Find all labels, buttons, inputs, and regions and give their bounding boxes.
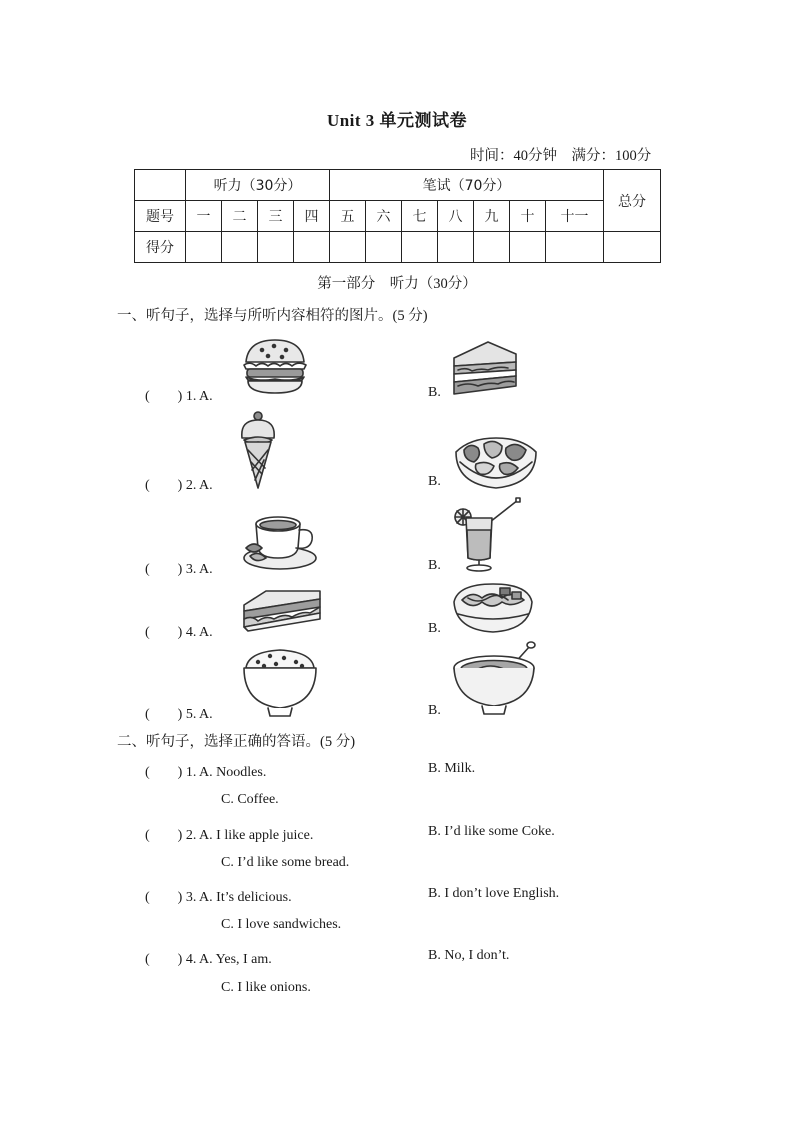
tea-cup-icon[interactable] bbox=[240, 510, 320, 572]
question-number-label: 题号 bbox=[135, 201, 186, 232]
score-cell[interactable] bbox=[438, 232, 474, 263]
section-2-heading: 二、听句子，选择正确的答语。(5 分) bbox=[117, 734, 356, 750]
hamburger-icon[interactable] bbox=[240, 338, 310, 396]
score-table-corner bbox=[135, 170, 186, 201]
s1-q4-option-b: B. bbox=[428, 621, 441, 636]
s1-q3-label: ( ) 3. A. bbox=[145, 562, 213, 577]
s1-q1-option-b: B. bbox=[428, 385, 441, 400]
rice-bowl-icon[interactable] bbox=[240, 646, 320, 720]
question-number: 四 bbox=[294, 201, 330, 232]
s2-q4-option-c: C. I like onions. bbox=[221, 980, 311, 995]
score-cell[interactable] bbox=[186, 232, 222, 263]
s2-q3-option-b: B. I don’t love English. bbox=[428, 886, 560, 901]
score-cell[interactable] bbox=[402, 232, 438, 263]
score-cell[interactable] bbox=[604, 232, 661, 263]
full-score: 满分：100分 bbox=[571, 148, 652, 164]
score-cell[interactable] bbox=[366, 232, 402, 263]
page-title: Unit 3 单元测试卷 bbox=[326, 111, 468, 130]
score-cell[interactable] bbox=[222, 232, 258, 263]
time-limit: 时间：40分钟 bbox=[470, 148, 557, 164]
total-header: 总分 bbox=[604, 170, 661, 232]
ice-cream-icon[interactable] bbox=[238, 410, 278, 490]
listening-header: 听力（30分） bbox=[186, 170, 330, 201]
question-number: 三 bbox=[258, 201, 294, 232]
s1-q1-label: ( ) 1. A. bbox=[145, 389, 213, 404]
s2-q2-label: ( ) 2. A. I like apple juice. bbox=[145, 828, 314, 843]
s1-q4-label: ( ) 4. A. bbox=[145, 625, 213, 640]
question-number: 九 bbox=[474, 201, 510, 232]
score-cell[interactable] bbox=[546, 232, 604, 263]
exam-meta bbox=[470, 144, 651, 165]
s2-q4-option-b: B. No, I don’t. bbox=[428, 948, 510, 963]
question-number: 十一 bbox=[546, 201, 604, 232]
s1-q2-label: ( ) 2. A. bbox=[145, 478, 213, 493]
s2-q1-option-c: C. Coffee. bbox=[221, 792, 279, 807]
score-cell[interactable] bbox=[330, 232, 366, 263]
juice-glass-icon[interactable] bbox=[452, 496, 524, 572]
score-cell[interactable] bbox=[510, 232, 546, 263]
question-number: 七 bbox=[402, 201, 438, 232]
score-cell[interactable] bbox=[294, 232, 330, 263]
question-number: 八 bbox=[438, 201, 474, 232]
sandwich-icon[interactable] bbox=[448, 340, 520, 398]
question-number: 十 bbox=[510, 201, 546, 232]
noodles-icon[interactable] bbox=[448, 580, 538, 636]
score-cell[interactable] bbox=[258, 232, 294, 263]
s2-q4-label: ( ) 4. A. Yes, I am. bbox=[145, 952, 272, 967]
score-label: 得分 bbox=[135, 232, 186, 263]
s2-q1-label: ( ) 1. A. Noodles. bbox=[145, 765, 267, 780]
s2-q1-option-b: B. Milk. bbox=[428, 761, 476, 776]
soup-bowl-icon[interactable] bbox=[450, 640, 538, 718]
score-cell[interactable] bbox=[474, 232, 510, 263]
salad-icon[interactable] bbox=[450, 432, 542, 492]
s1-q2-option-b: B. bbox=[428, 474, 441, 489]
s2-q3-option-c: C. I love sandwiches. bbox=[221, 917, 342, 932]
question-number: 六 bbox=[366, 201, 402, 232]
question-number: 二 bbox=[222, 201, 258, 232]
s1-q3-option-b: B. bbox=[428, 558, 441, 573]
score-table bbox=[134, 169, 661, 263]
sandwich-icon[interactable] bbox=[240, 587, 322, 633]
question-number: 一 bbox=[186, 201, 222, 232]
s1-q5-option-b: B. bbox=[428, 703, 441, 718]
section-1-heading: 一、听句子，选择与所听内容相符的图片。(5 分) bbox=[117, 308, 428, 324]
part-one-heading: 第一部分 听力（30分） bbox=[317, 276, 477, 292]
question-number: 五 bbox=[330, 201, 366, 232]
s2-q2-option-c: C. I’d like some bread. bbox=[221, 855, 350, 870]
s1-q5-label: ( ) 5. A. bbox=[145, 707, 213, 722]
writing-header: 笔试（70分） bbox=[330, 170, 604, 201]
s2-q3-label: ( ) 3. A. It’s delicious. bbox=[145, 890, 292, 905]
s2-q2-option-b: B. I’d like some Coke. bbox=[428, 824, 555, 839]
